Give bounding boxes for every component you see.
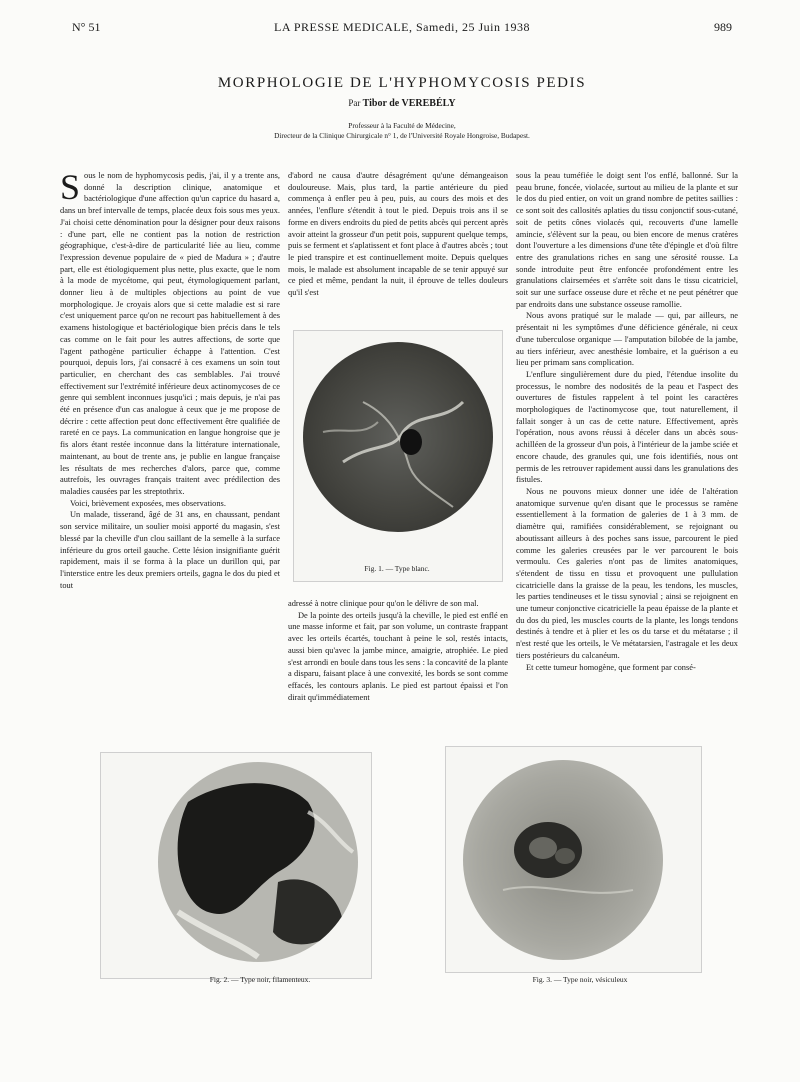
paragraph: Un malade, tisserand, âgé de 31 ans, en chaussant, pendant son service militaire, un soulier moisi apporté du magasin, s'est blessé par la cheville d'un clou saillant de la semelle à la surface inférieure du gros orteil gauche. Cette lésion insignifiante guérit rapidement, mais il se forma à la place un durillon qui, par l'interstice entre les deux premiers orteils, gagna le dos du pied et tout [60,510,280,590]
figure-2-image [158,762,358,962]
byline-prefix: Par [348,98,361,108]
micrograph-white-type [303,342,493,532]
author-name: Tibor de VEREBÉLY [362,98,456,109]
paragraph: Nous ne pouvons mieux donner une idée de l'altération anatomique survenue qu'en disant que le processus se ramène essentiellement à la formation de galeries de 1 à 3 mm. de diamètre qui, ramifiées considérablement, se rejoignant ou aboutissant ailleurs à des poches sans issue, parcourent le pied comme les galeries creusées par le ver parcourent le bois vermoulu. Ces galeries n'ont pas de limites anatomiques, s'étendent de tissu en tissu et provoquent une pullulation cicatricielle dans la graisse de la peau, les tendons, les muscles, les parties tendineuses et le tissu synovial ; ainsi se rejoignent en une tumeur conjonctive cicatricielle la peau épaisse de la plante et du dos du pied, les muscles courts de la plante, les longs tendons destinés à tendre et à plier et les os du tarse et du métatarse ; il n'est resté que les orteils, le Ve métatarsien, l'astragale et les deux tiers postérieurs du calcanéum. [516,486,738,660]
issue-number: N° 51 [72,20,101,34]
column-1 [60,167,280,591]
figure-2-caption: Fig. 2. — Type noir, filamenteux. [209,975,311,984]
paragraph: L'enflure singulièrement dure du pied, l'étendue insolite du processus, le nombre des nodosités de la peau et l'aspect des ouvertures de fistules rappelent à tel point les caractères morphologiques de l'actinomycose que, tout naturellement, il fallait songer à un cas de cette nature. Effectivement, après l'opération, nous avons réussi à déceler dans un abcès sous-achilléen de la grosseur d'un pois, à l'intérieur de la jambe sciée et encore chaude, des granules qui, une fois identifiés, nous ont permis de les retrouver rapidement aussi dans les granulations des fistules. [516,369,738,485]
figure-3-image [463,760,663,960]
paragraph: De la pointe des orteils jusqu'à la cheville, le pied est enflé en une masse informe et fait, par son volume, un contraste frappant avec les orteils écartés, touchant à peine le sol, restés intacts, aussi bien qu'avec la jambe mince, amaigrie, atrophiée. Le pied s'est arrondi en boule dans tous les sens : la concavité de la plante a disparu, faisant place à une convexité, les bords se sont comme effacés, les contours aplanis. Le pied est partout épaissi et l'on dirait qu'immédiatement [288,610,508,702]
journal-title: LA PRESSE MEDICALE, Samedi, 25 Juin 1938 [273,20,530,34]
micrograph-black-filament-type [158,762,358,962]
paragraph [60,167,280,498]
micrograph-black-vesicular-type [463,760,663,960]
article-title: MORPHOLOGIE DE L'HYPHOMYCOSIS PEDIS [217,75,587,91]
column-3 [516,170,738,673]
running-header [72,20,732,38]
column-2-bottom [288,598,508,703]
affiliation-line-2: Directeur de la Clinique Chirurgicale n° 1, de l'Université Royale Hongroise, Budapest. [274,131,530,140]
column-2-top [288,170,508,299]
paragraph: Nous avons pratiqué sur le malade — qui, par ailleurs, ne présentait ni les symptômes d'une déficience générale, ni ceux d'une tuberculose organique — l'amputation bilobée de la jambe, au tiers inférieur, avec anesthésie lombaire, et la guérison a eu lieu per primam sans complication. [516,311,738,368]
paragraph: adressé à notre clinique pour qu'on le délivre de son mal. [288,599,479,608]
byline [72,98,732,109]
paragraph: sous la peau tuméfiée le doigt sent l'os enflé, ballonné. Sur la peau brune, foncée, violacée, surtout au milieu de la plante et sur le dos du pied entier, on voit un grand nombre de petites saillies : ce sont soit des callosités aplaties du tissu conjonctif sous-cutané, soit de petits cônes violacés qui, recouverts d'une lamelle amincie, s'élèvent sur la peau, ou bien encore de menus cratères dont l'ouverture a les dimensions d'une tête d'épingle et d'où filtre entre des granulations riches en sang une sérosité rousse. La sonde introduite peut être enfoncée profondément entre les granulations clairsemées et s'arrête soit dans le tissu cicatriciel, soit sur une surface osseuse dure et rêche et ne peut pénétrer que par endroits dans une substance osseuse ramollie. [516,171,738,309]
affiliation-line-1: Professeur à la Faculté de Médecine, [348,121,456,130]
figure-1-caption: Fig. 1. — Type blanc. [364,564,430,573]
page-number: 989 [714,20,732,34]
drop-cap: S [60,167,81,207]
figure-3-caption: Fig. 3. — Type noir, vésiculeux [532,975,628,984]
paragraph-text: ous le nom de hyphomycosis pedis, j'ai, il y a trente ans, donné la description clinique, anatomique et bactériologique d'une affection qu'un caprice du hasard a, dans un bref intervalle de temps, placée deux fois sous mes yeux. J'ai choisi cette dénomination pour la désigner pour deux raisons : d'une part, elle ne contient pas la notion de restriction géographique, c'est-à-dire de particularité liée au lieu, comme l'expression devenue populaire de « pied de Madura » ; d'autre part, elle est étiologiquement plus nette, plus exacte, que le nom à la mode de mycétome, qui peut, étymologiquement parlant, donner lieu à de multiples objections au point de vue morphologique. Je croyais alors que si cette maladie est si rare c'est uniquement parce qu'on ne recourt pas habituellement à des examens histologique et bactériologique bien précis dans le tels cas comme on le fait pour les autres affections, de sorte que l'agent pathogène particulier échappe à l'attention. C'est pourquoi, depuis lors, j'ai consacré à ces examens un soin tout particulier, en cherchant des cas semblables. J'ai trouvé effectivement sur l'extrémité inférieure deux actinomycoses de ce genre qui semblent inconnues jusqu'ici ; mais depuis, je n'ai pas été en présence d'un cas analogue à ceux que je me propose de décrire : cette affection peut donc effectivement être qualifiée de rareté en ce pays. La communication en langue hongroise que je fis alors étant restée inconnue dans la littérature internationale, maintenant, au bout de trente ans, je publie en langue française les résultats de mes recherches d'alors, parce que, comme autrefois, les ouvrages français traitent avec prédilection des maladies causées par les streptothrix. [60,171,280,496]
paragraph: d'abord ne causa d'autre désagrément qu'une démangeaison douloureuse. Mais, plus tard, la partie antérieure du pied commença à enfler peu à peu, puis, au cours des mois et des années, l'enflure s'étendit à tout le pied. Depuis trois ans il se forme en divers endroits du pied de petits abcès qui percent après avoir atteint la grosseur d'un petit pois, suppurent quelque temps, puis se ferment et s'aplatissent et font place à d'autres abcès ; tout le pied transpire et est continuellement moite. Depuis quelques mois, le malade est absolument incapable de se tenir appuyé sur ce pied et même, pendant la nuit, il éprouve de telles douleurs qu'il s'est [288,171,508,298]
figure-1-image [303,342,493,532]
paragraph: Et cette tumeur homogène, que forment par consé- [526,662,696,672]
paragraph: Voici, brièvement exposées, mes observations. [70,498,226,508]
